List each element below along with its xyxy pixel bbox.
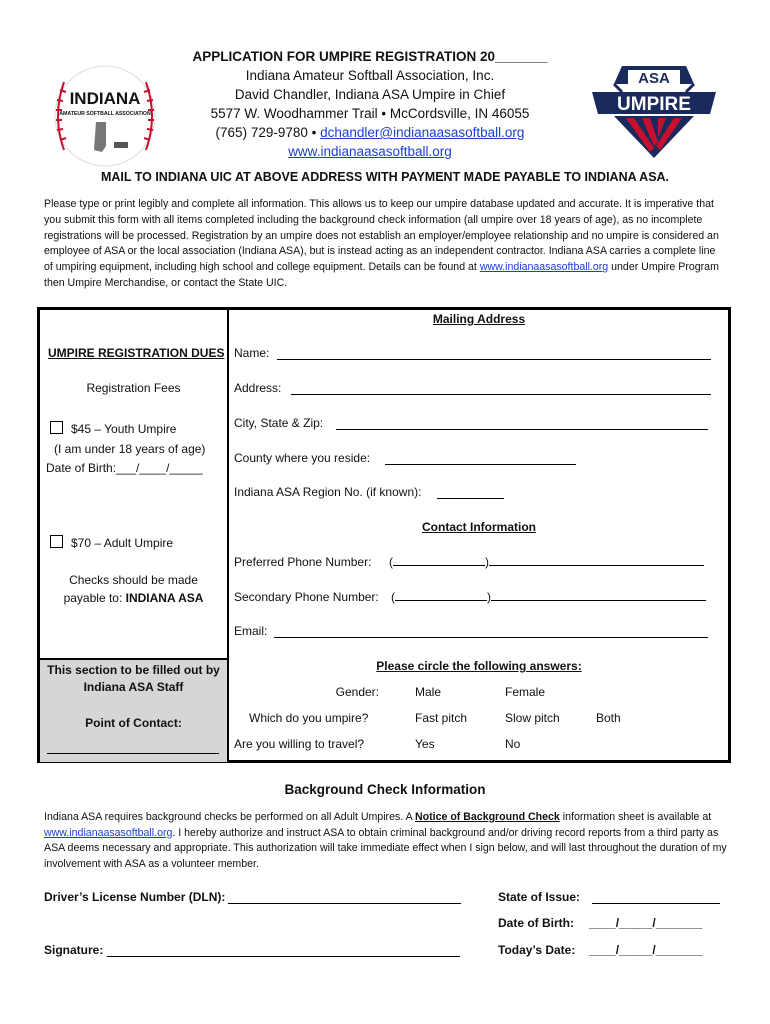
travel-question: Are you willing to travel? (234, 737, 365, 751)
adult-option[interactable]: $70 – Adult Umpire (50, 535, 173, 550)
preferred-phone-label: Preferred Phone Number: (234, 555, 372, 569)
email-field[interactable] (274, 637, 708, 638)
slow-pitch-option[interactable]: Slow pitch (505, 711, 560, 725)
mailing-address: 5577 W. Woodhammer Trail • McCordsville, IN 46055 (210, 106, 530, 121)
dob-label: Date of Birth: (498, 916, 574, 930)
questions-heading: Please circle the following answers: (376, 659, 582, 673)
fees-label: Registration Fees (86, 381, 181, 395)
intro-website-link[interactable]: www.indianaasasoftball.org (479, 261, 609, 274)
website-link[interactable]: www.indianaasasoftball.org (288, 144, 452, 159)
fast-pitch-option[interactable]: Fast pitch (415, 711, 468, 725)
travel-no[interactable]: No (505, 737, 521, 751)
region-label: Indiana ASA Region No. (if known): (234, 485, 422, 499)
dln-label: Driver’s License Number (DLN): (44, 890, 226, 904)
both-option[interactable]: Both (596, 711, 621, 725)
umpire-chief: David Chandler, Indiana ASA Umpire in Chief (234, 87, 506, 102)
county-field[interactable] (385, 464, 576, 465)
point-of-contact-label: Point of Contact: (85, 716, 182, 730)
staff-line-2: Indiana ASA Staff (83, 680, 184, 694)
youth-note: (I am under 18 years of age) (54, 442, 206, 456)
city-field[interactable] (336, 429, 708, 430)
dob-field[interactable]: ____/_____/_______ (589, 916, 703, 930)
signature-label: Signature: (44, 943, 104, 957)
dues-heading: UMPIRE REGISTRATION DUES (48, 346, 225, 360)
checks-note-2: payable to: INDIANA ASA (63, 591, 204, 605)
signature-field[interactable] (107, 956, 460, 957)
point-of-contact-line[interactable] (47, 753, 219, 754)
website-line (170, 142, 570, 161)
svg-text:UMPIRE: UMPIRE (617, 94, 691, 115)
city-label: City, State & Zip: (234, 416, 324, 430)
umpire-question: Which do you umpire? (249, 711, 369, 725)
preferred-phone-field[interactable]: ( ) (389, 555, 704, 569)
today-field[interactable]: ____/_____/_______ (589, 943, 703, 957)
contact-line (170, 123, 570, 142)
checks-note-1: Checks should be made (69, 573, 198, 587)
asa-umpire-logo (584, 62, 724, 162)
background-paragraph: Indiana ASA requires background checks be performed on all Adult Umpires. A Notice of Background Check information sheet is available at www.indianaasasoftball.org. I hereby authorize and instruct ASA to obtain criminal background and/or driving record reports from a third party as ASA deems necessary and appropriate. This authorization will take immediate effect when I sign below, and will last throughout the duration of my involvement with ASA as a volunteer member. (44, 811, 727, 870)
region-field[interactable] (437, 498, 504, 499)
address-label: Address: (234, 381, 282, 395)
intro-paragraph: Please type or print legibly and complete all information. This allows us to keep our umpire database updated and accurate. It is imperative that you submit this form with all items completed including the background check information (all umpire over 18 years of age), as no incomplete registrations will be processed. Registration by an umpire does not establish an employer/employee relationship and no umpire is considered an employee of ASA or the local association (Indiana ASA), but is instead acting as an independent contractor. Indiana ASA carries a complete line of umpiring equipment, including high school and college equipment. Details can be found at www.indianaasasoftball.org under Umpire Program then Umpire Merchandise, or contact the State UIC. (44, 198, 719, 289)
name-field[interactable] (277, 359, 711, 360)
youth-option[interactable]: $45 – Youth Umpire (50, 421, 176, 436)
youth-checkbox[interactable] (50, 421, 63, 434)
phone-number: (765) 729-9780 • (215, 125, 321, 140)
background-website-link[interactable]: www.indianaasasoftball.org (44, 826, 173, 839)
secondary-phone-field[interactable]: ( ) (391, 590, 706, 604)
org-name: Indiana Amateur Softball Association, Inc. (245, 68, 495, 83)
mail-instruction: MAIL TO INDIANA UIC AT ABOVE ADDRESS WITH PAYMENT MADE PAYABLE TO INDIANA ASA. (100, 170, 670, 184)
dln-field[interactable] (228, 903, 461, 904)
indiana-asa-logo (44, 62, 166, 170)
travel-yes[interactable]: Yes (415, 737, 435, 751)
county-label: County where you reside: (234, 451, 371, 465)
contact-heading: Contact Information (422, 520, 536, 534)
gender-male[interactable]: Male (415, 685, 442, 699)
adult-checkbox[interactable] (50, 535, 63, 548)
today-label: Today’s Date: (498, 943, 576, 957)
state-label: State of Issue: (498, 890, 581, 904)
youth-dob-field[interactable]: Date of Birth:___/____/_____ (46, 461, 203, 475)
svg-text:ASA: ASA (638, 70, 670, 87)
notice-of-background-check: Notice of Background Check (415, 811, 560, 823)
mailing-heading: Mailing Address (432, 312, 526, 326)
state-field[interactable] (592, 903, 720, 904)
email-label: Email: (234, 624, 268, 638)
svg-text:AMATEUR SOFTBALL ASSOCIATION: AMATEUR SOFTBALL ASSOCIATION (59, 111, 151, 117)
gender-question: Gender: (335, 685, 379, 699)
gender-female[interactable]: Female (505, 685, 546, 699)
email-link[interactable]: dchandler@indianaasasoftball.org (320, 125, 525, 140)
staff-line-1: This section to be filled out by (47, 663, 220, 677)
background-title: Background Check Information (284, 782, 486, 797)
form-title: APPLICATION FOR UMPIRE REGISTRATION 20_______ (192, 49, 548, 64)
secondary-phone-label: Secondary Phone Number: (234, 590, 379, 604)
address-field[interactable] (291, 394, 711, 395)
name-label: Name: (234, 346, 270, 360)
svg-text:INDIANA: INDIANA (69, 89, 141, 108)
